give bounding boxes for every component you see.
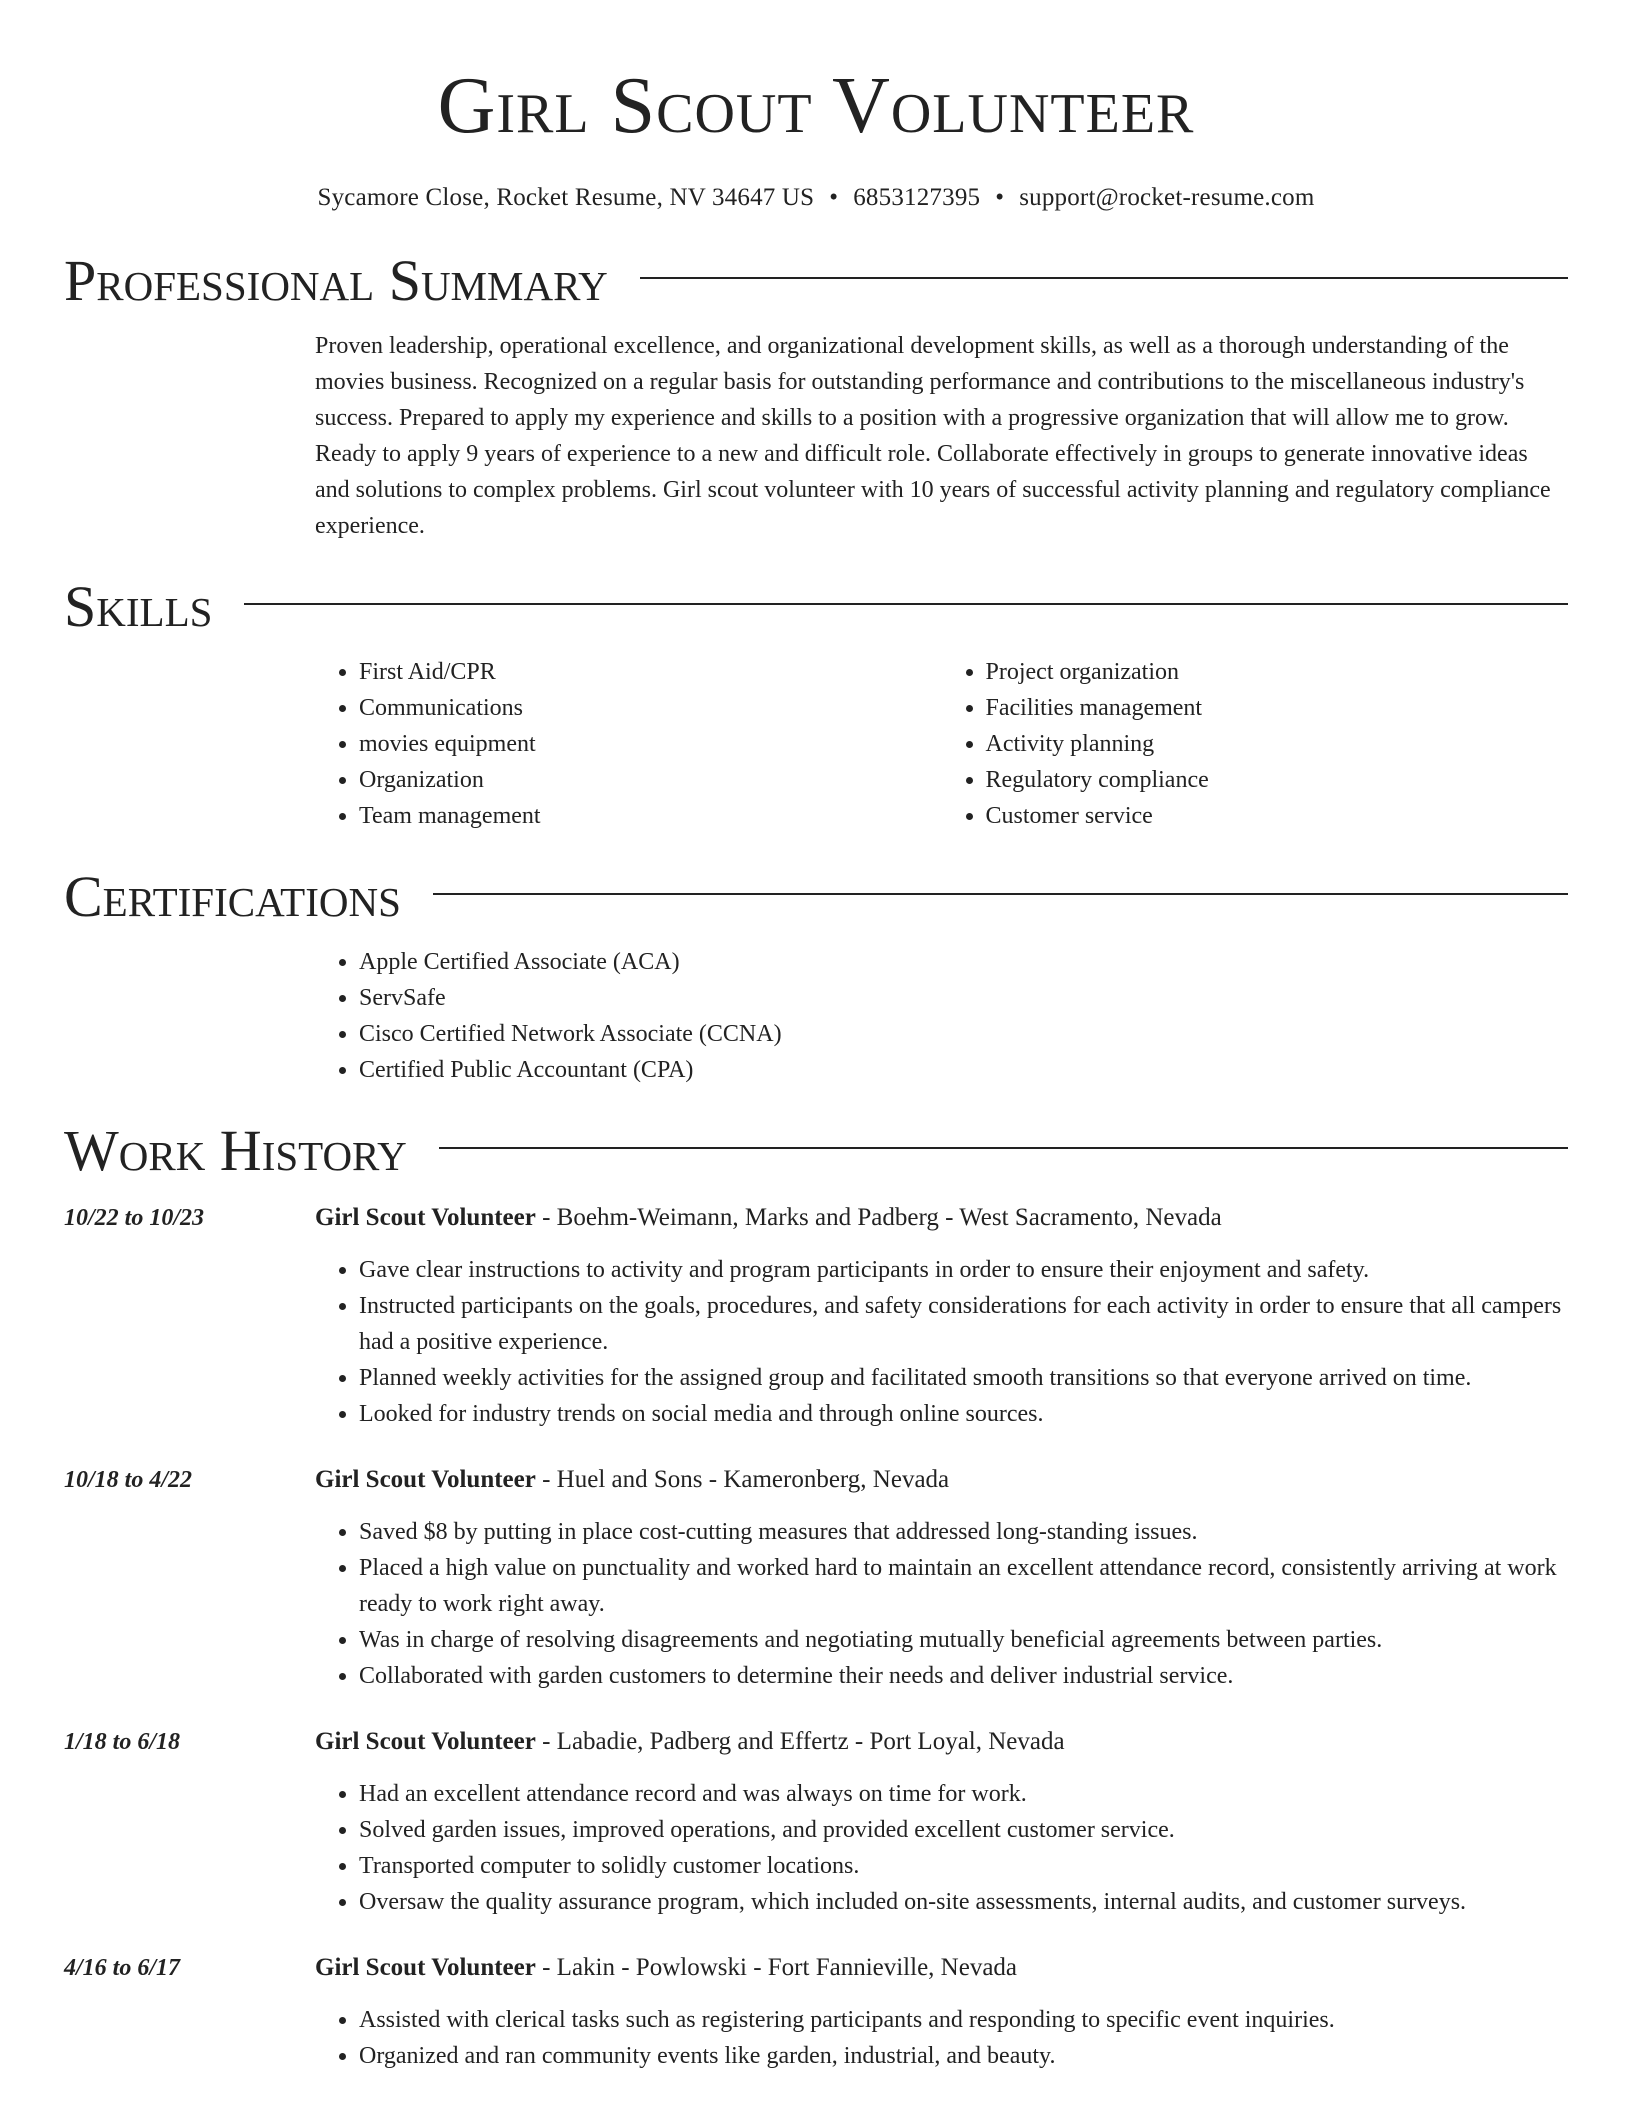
job-bullet: • Organized and ran community events like garden, industrial, and beauty. <box>359 2038 1568 2074</box>
job-bullet: • Transported computer to solidly customer locations. <box>359 1848 1568 1884</box>
job-bullets <box>315 1514 1568 1694</box>
job-employer: - Boehm-Weimann, Marks and Padberg - West Sacramento, Nevada <box>535 1204 1222 1231</box>
work-heading: Work History <box>64 1118 407 1183</box>
section-divider <box>439 1147 1568 1149</box>
job-employer: - Huel and Sons - Kameronberg, Nevada <box>535 1466 950 1493</box>
section-divider <box>640 277 1568 279</box>
work-section-header <box>64 1118 1568 1183</box>
summary-section-header <box>64 248 1568 313</box>
contact-email[interactable]: support@rocket-resume.com <box>1019 184 1315 211</box>
skill-item: • Facilities management <box>986 690 1569 726</box>
job-bullet: • Instructed participants on the goals, procedures, and safety considerations for each activity in order to ensure that all campers had a positive experience. <box>359 1288 1568 1360</box>
job-bullets <box>315 1252 1568 1432</box>
summary-heading: Professional Summary <box>64 248 608 313</box>
skill-item: • Communications <box>359 690 942 726</box>
job-dates: 4/16 to 6/17 <box>64 1955 181 1981</box>
certifications-section-header <box>64 864 1568 929</box>
job-title-line <box>315 1462 1568 1498</box>
contact-phone: 6853127395 <box>853 184 981 211</box>
job-dates: 10/18 to 4/22 <box>64 1467 193 1493</box>
certification-item: • ServSafe <box>359 980 1568 1016</box>
job-bullet: • Saved $8 by putting in place cost-cutting measures that addressed long-standing issues. <box>359 1514 1568 1550</box>
candidate-name: Girl Scout Volunteer <box>437 62 1195 150</box>
job-title: Girl Scout Volunteer <box>315 1954 536 1981</box>
skill-item: • Project organization <box>986 654 1569 690</box>
job-title-line <box>315 1950 1568 1986</box>
certification-item: • Certified Public Accountant (CPA) <box>359 1052 1568 1088</box>
certification-item: • Apple Certified Associate (ACA) <box>359 944 1568 980</box>
job-entry <box>64 1724 1568 1920</box>
job-details <box>315 1724 1568 1920</box>
certifications-list <box>315 944 1568 1088</box>
certifications-heading: Certifications <box>64 864 401 929</box>
job-entry <box>64 1950 1568 2074</box>
skills-column-left <box>315 654 942 834</box>
contact-separator: • <box>829 184 839 211</box>
skill-item: • Activity planning <box>986 726 1569 762</box>
contact-address: Sycamore Close, Rocket Resume, NV 34647 US <box>317 184 815 211</box>
contact-separator: • <box>995 184 1005 211</box>
skills-section-header <box>64 574 1568 639</box>
job-details <box>315 1200 1568 1432</box>
skill-item: • Regulatory compliance <box>986 762 1569 798</box>
job-bullet: • Placed a high value on punctuality and worked hard to maintain an excellent attendance record, consistently arriving at work ready to work right away. <box>359 1550 1568 1622</box>
job-dates: 1/18 to 6/18 <box>64 1729 181 1755</box>
job-bullet: • Was in charge of resolving disagreements and negotiating mutually beneficial agreements between parties. <box>359 1622 1568 1658</box>
skills-list <box>315 654 1568 834</box>
job-employer: - Labadie, Padberg and Effertz - Port Loyal, Nevada <box>535 1728 1065 1755</box>
job-title-line <box>315 1200 1568 1236</box>
job-dates: 10/22 to 10/23 <box>64 1205 205 1231</box>
contact-line <box>0 184 1632 212</box>
job-entry <box>64 1462 1568 1694</box>
job-bullets <box>315 2002 1568 2074</box>
skill-item: • Team management <box>359 798 942 834</box>
skills-column-right <box>942 654 1569 834</box>
certifications-bullets <box>315 944 1568 1088</box>
job-bullet: • Assisted with clerical tasks such as registering participants and responding to specific event inquiries. <box>359 2002 1568 2038</box>
job-entry <box>64 1200 1568 1432</box>
job-title: Girl Scout Volunteer <box>315 1728 536 1755</box>
job-bullets <box>315 1776 1568 1920</box>
job-bullet: • Oversaw the quality assurance program, which included on-site assessments, internal audits, and customer surveys. <box>359 1884 1568 1920</box>
job-bullet: • Had an excellent attendance record and was always on time for work. <box>359 1776 1568 1812</box>
job-bullet: • Looked for industry trends on social media and through online sources. <box>359 1396 1568 1432</box>
skills-heading: Skills <box>64 574 213 639</box>
section-divider <box>244 603 1568 605</box>
job-title: Girl Scout Volunteer <box>315 1204 536 1231</box>
skill-item: • movies equipment <box>359 726 942 762</box>
skill-item: • Organization <box>359 762 942 798</box>
skill-item: • Customer service <box>986 798 1569 834</box>
certification-item: • Cisco Certified Network Associate (CCNA) <box>359 1016 1568 1052</box>
job-details <box>315 1462 1568 1694</box>
job-title-line <box>315 1724 1568 1760</box>
job-employer: - Lakin - Powlowski - Fort Fannieville, Nevada <box>535 1954 1018 1981</box>
job-bullet: • Planned weekly activities for the assigned group and facilitated smooth transitions so that everyone arrived on time. <box>359 1360 1568 1396</box>
section-divider <box>433 893 1568 895</box>
skill-item: • First Aid/CPR <box>359 654 942 690</box>
job-title: Girl Scout Volunteer <box>315 1466 536 1493</box>
summary-text: Proven leadership, operational excellence, and organizational development skills, as well as a thorough understanding of the movies business. Recognized on a regular basis for outstanding performance and contributions to the miscellaneous industry's success. Prepared to apply my experience and skills to a position with a progressive organization that will allow me to grow. Ready to apply 9 years of experience to a new and difficult role. Collaborate effectively in groups to generate innovative ideas and solutions to complex problems. Girl scout volunteer with 10 years of successful activity planning and regulatory compliance experience. <box>315 333 1551 539</box>
job-bullet: • Solved garden issues, improved operations, and provided excellent customer service. <box>359 1812 1568 1848</box>
job-bullet: • Gave clear instructions to activity and program participants in order to ensure their enjoyment and safety. <box>359 1252 1568 1288</box>
job-bullet: • Collaborated with garden customers to determine their needs and deliver industrial service. <box>359 1658 1568 1694</box>
job-details <box>315 1950 1568 2074</box>
